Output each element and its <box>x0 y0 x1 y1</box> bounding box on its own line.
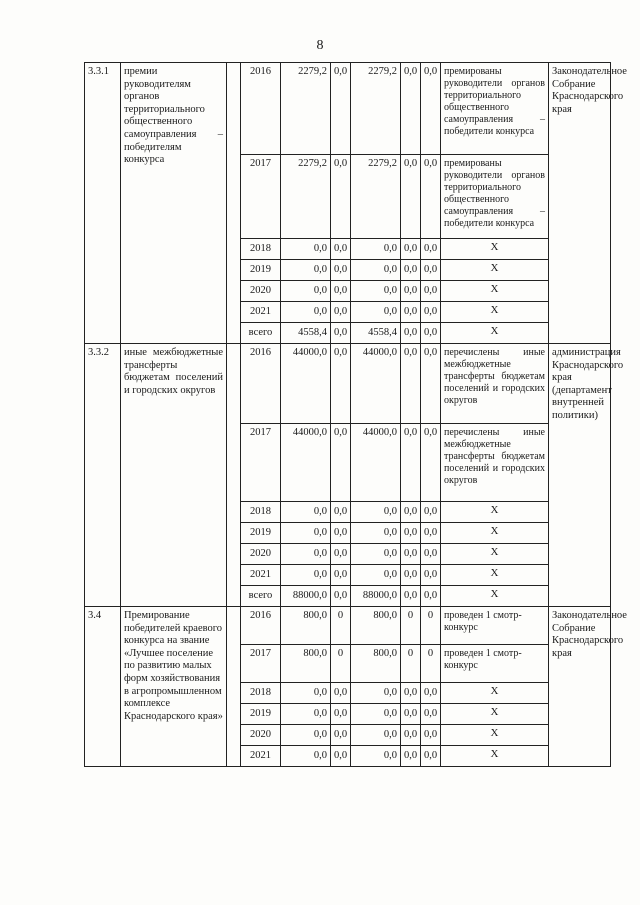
regional-cell: 2279,2 <box>351 63 401 155</box>
other-cell: 0,0 <box>421 323 441 344</box>
result-cell: X <box>441 565 549 586</box>
result-cell: проведен 1 смотр-конкурс <box>441 607 549 645</box>
federal-cell: 0,0 <box>331 424 351 502</box>
federal-cell: 0,0 <box>331 281 351 302</box>
other-cell: 0,0 <box>421 260 441 281</box>
federal-cell: 0,0 <box>331 544 351 565</box>
total-cell: 44000,0 <box>281 344 331 424</box>
total-cell: 0,0 <box>281 502 331 523</box>
local-cell: 0,0 <box>401 725 421 746</box>
local-cell: 0,0 <box>401 746 421 767</box>
federal-cell: 0,0 <box>331 746 351 767</box>
local-cell: 0,0 <box>401 424 421 502</box>
local-cell: 0,0 <box>401 302 421 323</box>
regional-cell: 88000,0 <box>351 586 401 607</box>
year-cell: 2017 <box>241 155 281 239</box>
executor-cell: администрация Краснодарского края (департамент внутренней политики) <box>549 344 611 607</box>
local-cell: 0,0 <box>401 344 421 424</box>
total-cell: 2279,2 <box>281 155 331 239</box>
other-cell: 0,0 <box>421 302 441 323</box>
local-cell: 0,0 <box>401 502 421 523</box>
total-cell: 0,0 <box>281 704 331 725</box>
other-cell: 0,0 <box>421 155 441 239</box>
row-code: 3.3.1 <box>85 63 121 344</box>
total-cell: 0,0 <box>281 544 331 565</box>
local-cell: 0,0 <box>401 586 421 607</box>
federal-cell: 0,0 <box>331 683 351 704</box>
total-cell: 2279,2 <box>281 63 331 155</box>
result-cell: X <box>441 502 549 523</box>
other-cell: 0,0 <box>421 586 441 607</box>
federal-cell: 0 <box>331 607 351 645</box>
year-cell: 2016 <box>241 344 281 424</box>
local-cell: 0,0 <box>401 63 421 155</box>
total-cell: 4558,4 <box>281 323 331 344</box>
total-cell: 0,0 <box>281 239 331 260</box>
other-cell: 0,0 <box>421 281 441 302</box>
year-cell: 2020 <box>241 544 281 565</box>
total-cell: 88000,0 <box>281 586 331 607</box>
year-cell: 2018 <box>241 239 281 260</box>
total-cell: 0,0 <box>281 746 331 767</box>
total-cell: 0,0 <box>281 281 331 302</box>
row-code: 3.3.2 <box>85 344 121 607</box>
regional-cell: 0,0 <box>351 260 401 281</box>
status-column <box>227 607 241 767</box>
regional-cell: 800,0 <box>351 607 401 645</box>
year-cell: 2018 <box>241 502 281 523</box>
result-cell: премированы руководители органов территориального общественного самоуправления – победители конкурса <box>441 155 549 239</box>
total-cell: 800,0 <box>281 645 331 683</box>
federal-cell: 0,0 <box>331 323 351 344</box>
total-cell: 0,0 <box>281 565 331 586</box>
local-cell: 0,0 <box>401 260 421 281</box>
result-cell: X <box>441 323 549 344</box>
other-cell: 0,0 <box>421 239 441 260</box>
local-cell: 0,0 <box>401 523 421 544</box>
executor-cell: Законодательное Собрание Краснодарского края <box>549 63 611 344</box>
other-cell: 0,0 <box>421 746 441 767</box>
other-cell: 0 <box>421 607 441 645</box>
status-column <box>227 344 241 607</box>
regional-cell: 0,0 <box>351 725 401 746</box>
result-cell: X <box>441 704 549 725</box>
regional-cell: 0,0 <box>351 746 401 767</box>
local-cell: 0 <box>401 645 421 683</box>
year-cell: 2019 <box>241 704 281 725</box>
federal-cell: 0,0 <box>331 302 351 323</box>
federal-cell: 0,0 <box>331 155 351 239</box>
year-cell: 2017 <box>241 424 281 502</box>
federal-cell: 0,0 <box>331 523 351 544</box>
total-cell: 0,0 <box>281 523 331 544</box>
local-cell: 0,0 <box>401 565 421 586</box>
result-cell: X <box>441 725 549 746</box>
year-cell: 2020 <box>241 281 281 302</box>
other-cell: 0,0 <box>421 502 441 523</box>
federal-cell: 0,0 <box>331 260 351 281</box>
result-cell: X <box>441 586 549 607</box>
local-cell: 0,0 <box>401 323 421 344</box>
executor-cell: Законодательное Собрание Краснодарского края <box>549 607 611 767</box>
year-cell: 2021 <box>241 565 281 586</box>
year-cell: 2021 <box>241 746 281 767</box>
total-cell: 0,0 <box>281 302 331 323</box>
result-cell: X <box>441 260 549 281</box>
year-cell: 2017 <box>241 645 281 683</box>
other-cell: 0,0 <box>421 704 441 725</box>
regional-cell: 0,0 <box>351 523 401 544</box>
result-cell: X <box>441 281 549 302</box>
local-cell: 0,0 <box>401 239 421 260</box>
other-cell: 0,0 <box>421 424 441 502</box>
regional-cell: 0,0 <box>351 281 401 302</box>
local-cell: 0,0 <box>401 155 421 239</box>
total-cell: 800,0 <box>281 607 331 645</box>
result-cell: X <box>441 302 549 323</box>
local-cell: 0,0 <box>401 704 421 725</box>
year-cell: всего <box>241 586 281 607</box>
other-cell: 0,0 <box>421 523 441 544</box>
year-cell: 2019 <box>241 523 281 544</box>
total-cell: 0,0 <box>281 260 331 281</box>
regional-cell: 0,0 <box>351 683 401 704</box>
federal-cell: 0,0 <box>331 502 351 523</box>
result-cell: премированы руководители органов территориального общественного самоуправления – победители конкурса <box>441 63 549 155</box>
total-cell: 0,0 <box>281 683 331 704</box>
regional-cell: 0,0 <box>351 239 401 260</box>
row-code: 3.4 <box>85 607 121 767</box>
other-cell: 0,0 <box>421 63 441 155</box>
other-cell: 0 <box>421 645 441 683</box>
regional-cell: 4558,4 <box>351 323 401 344</box>
federal-cell: 0,0 <box>331 63 351 155</box>
total-cell: 44000,0 <box>281 424 331 502</box>
measure-name: премии руководителям органов территориального общественного самоуправления – победителям конкурса <box>121 63 227 344</box>
federal-cell: 0,0 <box>331 565 351 586</box>
year-cell: 2019 <box>241 260 281 281</box>
result-cell: X <box>441 683 549 704</box>
total-cell: 0,0 <box>281 725 331 746</box>
year-cell: 2016 <box>241 63 281 155</box>
year-cell: 2018 <box>241 683 281 704</box>
local-cell: 0 <box>401 607 421 645</box>
regional-cell: 0,0 <box>351 704 401 725</box>
local-cell: 0,0 <box>401 544 421 565</box>
result-cell: X <box>441 544 549 565</box>
federal-cell: 0,0 <box>331 239 351 260</box>
regional-cell: 0,0 <box>351 502 401 523</box>
other-cell: 0,0 <box>421 544 441 565</box>
local-cell: 0,0 <box>401 683 421 704</box>
result-cell: X <box>441 239 549 260</box>
federal-cell: 0,0 <box>331 725 351 746</box>
regional-cell: 0,0 <box>351 544 401 565</box>
regional-cell: 800,0 <box>351 645 401 683</box>
regional-cell: 44000,0 <box>351 344 401 424</box>
result-cell: X <box>441 746 549 767</box>
regional-cell: 0,0 <box>351 565 401 586</box>
measure-name: иные межбюджетные трансферты бюджетам поселений и городских округов <box>121 344 227 607</box>
federal-cell: 0 <box>331 645 351 683</box>
result-cell: перечислены иные межбюджетные трансферты бюджетам поселений и городских округов <box>441 344 549 424</box>
local-cell: 0,0 <box>401 281 421 302</box>
federal-cell: 0,0 <box>331 344 351 424</box>
year-cell: всего <box>241 323 281 344</box>
page-number: 8 <box>316 38 324 53</box>
other-cell: 0,0 <box>421 565 441 586</box>
result-cell: проведен 1 смотр-конкурс <box>441 645 549 683</box>
result-cell: перечислены иные межбюджетные трансферты бюджетам поселений и городских округов <box>441 424 549 502</box>
other-cell: 0,0 <box>421 683 441 704</box>
measure-name: Премирование победителей краевого конкурса на звание «Лучшее поселение по развитию малых форм хозяйствования в агропромышленном комплексе Краснодарского края» <box>121 607 227 767</box>
year-cell: 2021 <box>241 302 281 323</box>
status-column <box>227 63 241 344</box>
year-cell: 2020 <box>241 725 281 746</box>
regional-cell: 44000,0 <box>351 424 401 502</box>
result-cell: X <box>441 523 549 544</box>
year-cell: 2016 <box>241 607 281 645</box>
regional-cell: 0,0 <box>351 302 401 323</box>
regional-cell: 2279,2 <box>351 155 401 239</box>
other-cell: 0,0 <box>421 344 441 424</box>
other-cell: 0,0 <box>421 725 441 746</box>
budget-table <box>84 62 627 767</box>
federal-cell: 0,0 <box>331 586 351 607</box>
federal-cell: 0,0 <box>331 704 351 725</box>
